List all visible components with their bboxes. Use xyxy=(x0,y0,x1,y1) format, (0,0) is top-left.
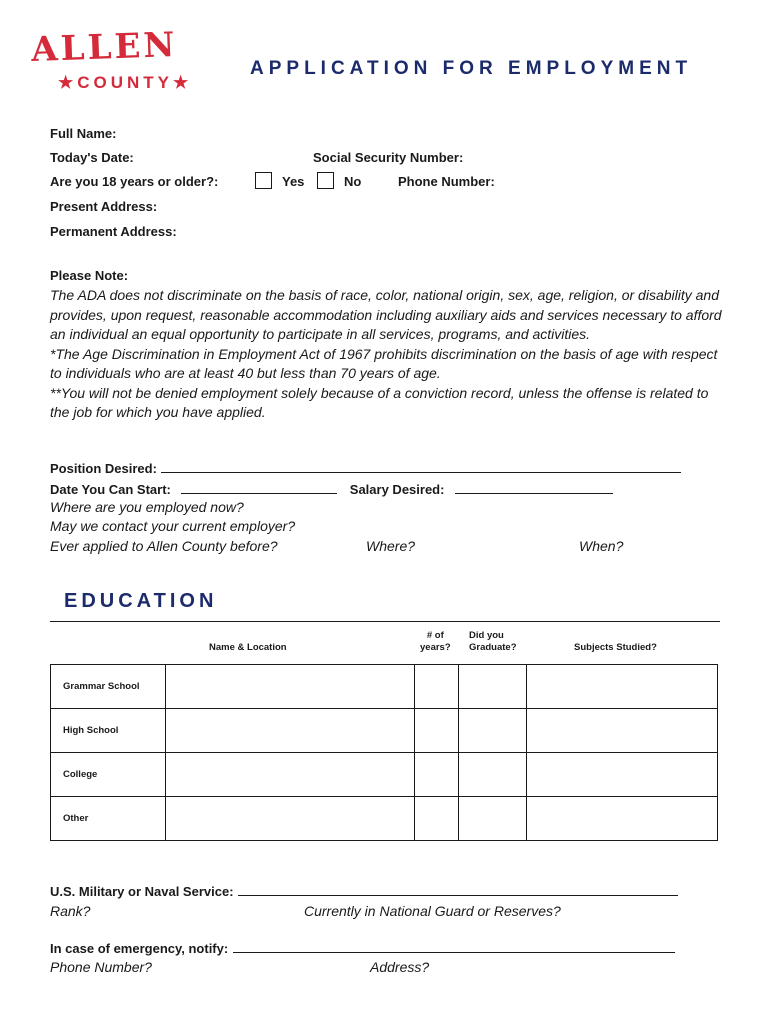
note-body xyxy=(50,286,730,423)
emergency-label: In case of emergency, notify: xyxy=(50,941,229,956)
applied-before-label: Ever applied to Allen County before? xyxy=(50,538,278,554)
permanent-address-label: Permanent Address: xyxy=(50,224,177,239)
age-yes-checkbox[interactable] xyxy=(255,172,272,189)
full-name-label: Full Name: xyxy=(50,126,117,141)
education-table xyxy=(50,664,718,841)
header-years xyxy=(420,630,451,654)
graduate-cell[interactable] xyxy=(459,665,527,709)
subjects-cell[interactable] xyxy=(527,665,718,709)
age-yes-label: Yes xyxy=(282,174,305,189)
present-address-label: Present Address: xyxy=(50,199,158,214)
logo-allen: ALLEN xyxy=(30,24,179,70)
subjects-cell[interactable] xyxy=(527,709,718,753)
emergency-address-label: Address? xyxy=(370,959,430,975)
header-subjects: Subjects Studied? xyxy=(574,642,657,653)
row-label: Other xyxy=(51,797,166,841)
table-row xyxy=(51,797,718,841)
row-label: College xyxy=(51,753,166,797)
name-location-cell[interactable] xyxy=(166,709,415,753)
table-row xyxy=(51,665,718,709)
table-row xyxy=(51,709,718,753)
graduate-cell[interactable] xyxy=(459,753,527,797)
header-graduate xyxy=(469,630,517,654)
emergency-row xyxy=(50,940,675,958)
emergency-phone-label: Phone Number? xyxy=(50,959,152,975)
position-desired-label: Position Desired: xyxy=(50,461,157,476)
header-graduate-line1: Did you xyxy=(469,630,504,641)
ssn-label: Social Security Number: xyxy=(313,150,464,165)
header-name-location: Name & Location xyxy=(209,642,287,653)
note-ada: The ADA does not discriminate on the basis of race, color, national origin, sex, age, religion, or disability and provides, upon request, reasonable accommodation including auxiliary aids and services necessary to afford an individual an equal opportunity to participate in all services, programs, and activities. xyxy=(50,287,722,342)
page-title: APPLICATION FOR EMPLOYMENT xyxy=(250,58,693,79)
education-divider xyxy=(50,621,720,622)
subjects-cell[interactable] xyxy=(527,797,718,841)
header-years-line2: years? xyxy=(420,642,451,653)
military-label: U.S. Military or Naval Service: xyxy=(50,884,234,899)
row-label: High School xyxy=(51,709,166,753)
salary-label: Salary Desired: xyxy=(349,482,445,497)
subjects-cell[interactable] xyxy=(527,753,718,797)
note-age-act: *The Age Discrimination in Employment Act of 1967 prohibits discrimination on the basis of age with respect to individuals who are at least 40 but less than 70 years of age. xyxy=(50,345,718,381)
row-label: Grammar School xyxy=(51,665,166,709)
note-heading: Please Note: xyxy=(50,268,129,283)
name-location-cell[interactable] xyxy=(166,753,415,797)
emergency-line[interactable] xyxy=(233,940,675,953)
guard-label: Currently in National Guard or Reserves? xyxy=(304,903,561,919)
employed-now-label: Where are you employed now? xyxy=(50,499,244,515)
salary-line[interactable] xyxy=(455,481,613,494)
age-no-label: No xyxy=(344,174,362,189)
years-cell[interactable] xyxy=(415,797,459,841)
name-location-cell[interactable] xyxy=(166,797,415,841)
contact-employer-label: May we contact your current employer? xyxy=(50,518,296,534)
education-heading: EDUCATION xyxy=(64,590,218,612)
age-question-label: Are you 18 years or older?: xyxy=(50,174,219,189)
date-start-line[interactable] xyxy=(181,481,337,494)
position-row xyxy=(50,460,681,478)
rank-label: Rank? xyxy=(50,903,91,919)
header-years-line1: # of xyxy=(426,630,444,641)
when-label: When? xyxy=(579,538,624,554)
name-location-cell[interactable] xyxy=(166,665,415,709)
graduate-cell[interactable] xyxy=(459,797,527,841)
years-cell[interactable] xyxy=(415,665,459,709)
note-conviction: **You will not be denied employment solely because of a conviction record, unless the offense is related to the job for which you have applied. xyxy=(50,384,709,420)
todays-date-label: Today's Date: xyxy=(50,150,134,165)
date-start-label: Date You Can Start: xyxy=(50,482,171,497)
years-cell[interactable] xyxy=(415,753,459,797)
phone-label: Phone Number: xyxy=(398,174,495,189)
position-desired-line[interactable] xyxy=(161,460,681,473)
graduate-cell[interactable] xyxy=(459,709,527,753)
logo-county: ★COUNTY★ xyxy=(58,73,193,92)
where-label: Where? xyxy=(366,538,416,554)
table-row xyxy=(51,753,718,797)
header-graduate-line2: Graduate? xyxy=(469,642,517,653)
military-line[interactable] xyxy=(238,883,678,896)
start-salary-row xyxy=(50,481,613,499)
military-row xyxy=(50,883,678,901)
years-cell[interactable] xyxy=(415,709,459,753)
age-no-checkbox[interactable] xyxy=(317,172,334,189)
